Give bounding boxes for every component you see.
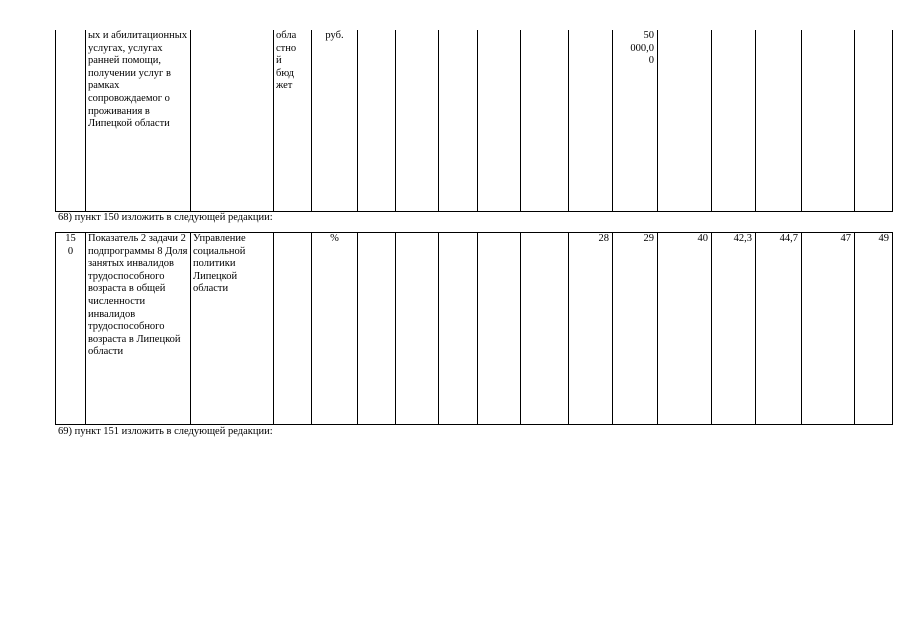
- cell-value: 40: [658, 233, 712, 425]
- cell-unit: руб.: [312, 30, 358, 212]
- cell-indicator-name: Показатель 2 задачи 2 подпрограммы 8 Доля занятых инвалидов трудоспособного возраста в общей численности инвалидов трудоспособного возраста в Липецкой области: [86, 233, 191, 425]
- cell-number: 15 0: [56, 233, 86, 425]
- cell-responsible: Управление социальной политики Липецкой области: [191, 233, 274, 425]
- amendment-caption-68: 68) пункт 150 изложить в следующей редакции:: [58, 212, 273, 223]
- cell-value: [569, 30, 613, 212]
- table-item-150: [55, 232, 893, 425]
- cell-funding-source: [274, 233, 312, 425]
- cell-funding-source: обла стно й бюд жет: [274, 30, 312, 212]
- cell-value: 28: [569, 233, 613, 425]
- cell-value: [358, 30, 396, 212]
- cell-value: [802, 30, 855, 212]
- cell-value: [478, 233, 521, 425]
- cell-number: [56, 30, 86, 212]
- cell-value: [396, 233, 439, 425]
- cell-unit: %: [312, 233, 358, 425]
- table-row: [56, 233, 893, 425]
- cell-value: [439, 233, 478, 425]
- table-row: [56, 30, 893, 212]
- cell-value: 47: [802, 233, 855, 425]
- cell-value: 42,3: [712, 233, 756, 425]
- cell-value: [521, 30, 569, 212]
- cell-value: 44,7: [756, 233, 802, 425]
- cell-value: [756, 30, 802, 212]
- cell-value: [358, 233, 396, 425]
- cell-value: 50 000,0 0: [613, 30, 658, 212]
- cell-indicator-name: ых и абилитационных услугах, услугах ранней помощи, получении услуг в рамках сопровождаемог о проживания в Липецкой области: [86, 30, 191, 212]
- cell-responsible: [191, 30, 274, 212]
- cell-value: 29: [613, 233, 658, 425]
- table-top-fragment: [55, 30, 893, 212]
- cell-value: 49: [855, 233, 893, 425]
- cell-value: [478, 30, 521, 212]
- cell-value: [396, 30, 439, 212]
- cell-value: [855, 30, 893, 212]
- cell-value: [712, 30, 756, 212]
- amendment-caption-69: 69) пункт 151 изложить в следующей редакции:: [58, 426, 273, 437]
- cell-value: [658, 30, 712, 212]
- cell-value: [521, 233, 569, 425]
- cell-value: [439, 30, 478, 212]
